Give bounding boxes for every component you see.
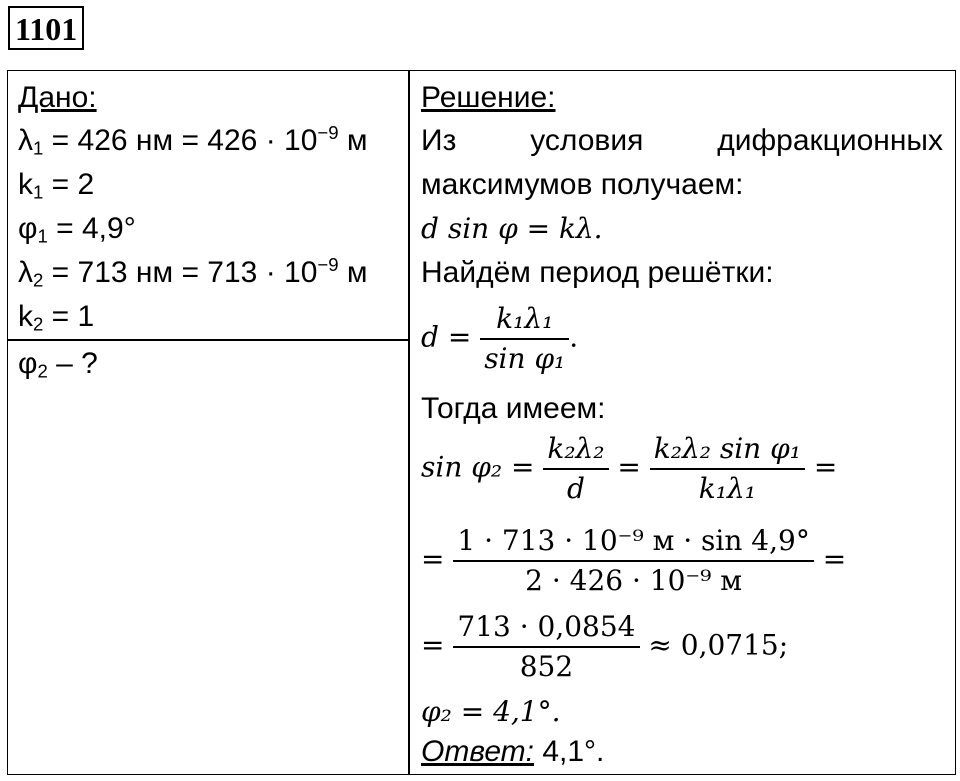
solution-line1: Из условия дифракционных (421, 124, 943, 157)
answer-label: Ответ: (421, 735, 534, 768)
formula-result: φ₂ = 4,1°. (421, 695, 561, 728)
given-k2: $k_2 = 1$ (18, 300, 95, 335)
given-k1: $k_1 = 2$ (18, 168, 95, 203)
problem-number: 1101 (8, 6, 84, 50)
formula-grating-equation: d sin φ = kλ. (421, 212, 603, 245)
given-find-divider (7, 339, 409, 341)
solution-line3: Найдём период решётки: (421, 256, 774, 289)
given-lambda2: $\lambda_2 = 713$ нм = $713 \cdot 10^{-9}$ м (18, 253, 368, 291)
solution-heading: Решение: (421, 81, 556, 114)
answer-value: 4,1°. (534, 735, 605, 768)
answer-line (421, 734, 604, 770)
solution-line4: Тогда имеем: (421, 392, 606, 425)
given-heading: Дано: (18, 81, 97, 114)
given-lambda1: $\lambda_1 = 426$ нм = $426 \cdot 10^{-9}$ м (18, 121, 368, 159)
formula-grating-period: d = $\frac{\text{k₁λ₁}}{\text{sin φ₁}}$ . (421, 300, 578, 378)
solution-line2: максимумов получаем: (421, 168, 744, 201)
formula-sin-phi2: sin φ₂ = $\frac{\text{k₂λ₂}}{d}$ = $\frac{\text{k₂λ₂ sin φ₁}}{\text{k₁λ₁}}$ = (421, 430, 837, 508)
given-phi1: $\varphi_1 = 4,9^\circ$ (18, 212, 136, 247)
column-divider (408, 70, 410, 775)
formula-calculation: = $\frac{713 \cdot 0,0854}{852}$ ≈ 0,0715; (421, 608, 788, 686)
formula-substitution: = $\frac{\text{1 · 713 · 10⁻⁹ м · sin 4,9°}}{\text{2 · 426 · 10⁻⁹ м}}$ = (421, 522, 846, 600)
find-phi2: $\varphi_2$ – ? (18, 347, 98, 382)
